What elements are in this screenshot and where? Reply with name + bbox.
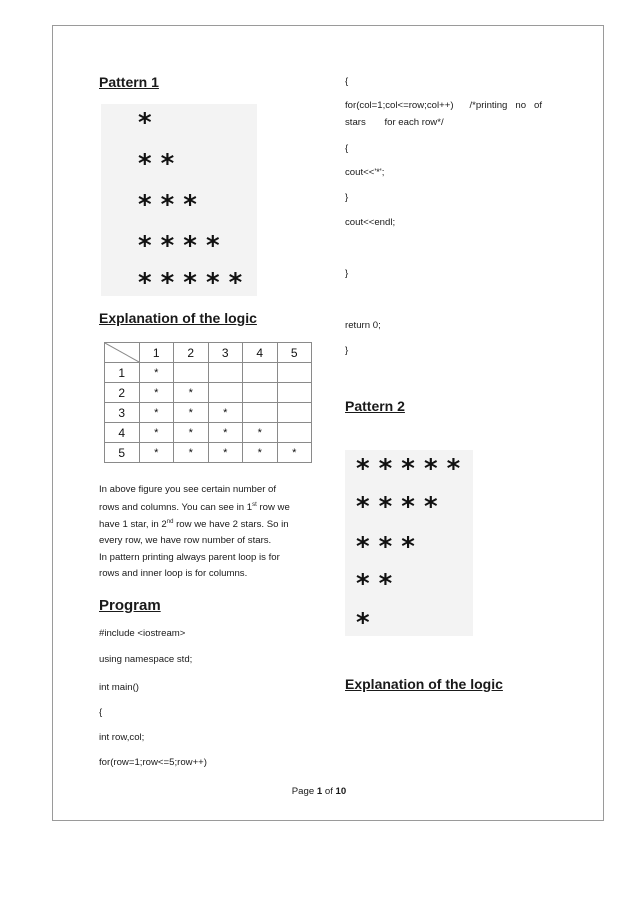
grid-row-header: 3 bbox=[105, 403, 140, 423]
grid-header-row bbox=[105, 343, 312, 363]
grid-cell: * bbox=[174, 443, 209, 463]
grid-cell bbox=[174, 363, 209, 383]
grid-cell bbox=[277, 363, 312, 383]
grid-cell bbox=[208, 363, 243, 383]
grid-corner-cell bbox=[105, 343, 140, 363]
explanation-title-right: Explanation of the logic bbox=[345, 676, 503, 692]
grid-cell: * bbox=[174, 423, 209, 443]
grid-cell: * bbox=[139, 403, 174, 423]
page-total: 10 bbox=[335, 786, 347, 797]
grid-cell: * bbox=[174, 383, 209, 403]
code-line: { bbox=[345, 143, 349, 154]
grid-row bbox=[105, 383, 312, 403]
grid-cell: * bbox=[208, 403, 243, 423]
grid-cell bbox=[277, 423, 312, 443]
explanation-title-left: Explanation of the logic bbox=[99, 310, 257, 326]
grid-col-header: 2 bbox=[174, 343, 209, 363]
code-line: } bbox=[345, 268, 349, 279]
code-line: } bbox=[345, 192, 349, 203]
pattern2-row: * * * * bbox=[356, 492, 438, 522]
grid-cell bbox=[243, 383, 278, 403]
para2-line: rows and inner loop is for columns. bbox=[99, 567, 248, 579]
code-line: int main() bbox=[99, 682, 139, 693]
code-line: return 0; bbox=[345, 320, 381, 331]
grid-row-header: 4 bbox=[105, 423, 140, 443]
code-line: using namespace std; bbox=[99, 654, 193, 665]
grid-cell: * bbox=[208, 423, 243, 443]
grid-row bbox=[105, 403, 312, 423]
grid-col-header: 3 bbox=[208, 343, 243, 363]
pattern2-image bbox=[345, 450, 473, 636]
grid-cell: * bbox=[243, 423, 278, 443]
pattern1-row: * * * * bbox=[138, 231, 220, 261]
code-line: { bbox=[345, 76, 349, 87]
pattern2-row: * * * bbox=[356, 532, 415, 562]
grid-cell: * bbox=[174, 403, 209, 423]
pattern2-title: Pattern 2 bbox=[345, 398, 405, 414]
grid-col-header: 1 bbox=[139, 343, 174, 363]
para1-line: In above figure you see certain number of bbox=[99, 484, 277, 495]
grid-corner-diagonal bbox=[105, 343, 139, 362]
code-line: for(col=1;col<=row;col++) /*printing no of bbox=[345, 100, 543, 111]
logic-grid bbox=[104, 342, 312, 466]
grid-cell: * bbox=[139, 423, 174, 443]
grid-cell bbox=[277, 383, 312, 403]
code-line: for(row=1;row<=5;row++) bbox=[99, 757, 207, 768]
grid-col-header: 4 bbox=[243, 343, 278, 363]
grid-row bbox=[105, 443, 312, 463]
para1-line: rows and columns. You can see in 1st row we bbox=[99, 501, 290, 513]
pattern1-image bbox=[101, 104, 257, 296]
pattern2-row: * * * * * bbox=[356, 454, 461, 484]
grid-row bbox=[105, 363, 312, 383]
page-current: 1 bbox=[316, 786, 323, 797]
code-line: stars for each row*/ bbox=[345, 117, 444, 128]
pattern1-row: * * bbox=[138, 149, 175, 179]
code-line: cout<<endl; bbox=[345, 217, 396, 228]
grid-row-header: 5 bbox=[105, 443, 140, 463]
para1-line: every row, we have row number of stars. bbox=[99, 534, 272, 546]
grid-cell: * bbox=[139, 383, 174, 403]
pattern1-row: * bbox=[138, 108, 152, 138]
code-line: int row,col; bbox=[99, 732, 145, 743]
logic-grid-table bbox=[104, 342, 312, 463]
grid-cell: * bbox=[139, 443, 174, 463]
grid-cell bbox=[243, 403, 278, 423]
code-line: #include <iostream> bbox=[99, 628, 186, 639]
pattern1-title: Pattern 1 bbox=[99, 74, 159, 90]
pattern2-row: * bbox=[356, 608, 370, 638]
grid-row-header: 1 bbox=[105, 363, 140, 383]
pattern2-row: * * bbox=[356, 569, 393, 599]
explanation-paragraph-2 bbox=[99, 550, 311, 581]
grid-col-header: 5 bbox=[277, 343, 312, 363]
code-line: cout<<'*'; bbox=[345, 167, 385, 178]
grid-cell: * bbox=[277, 443, 312, 463]
explanation-paragraph-1 bbox=[99, 482, 311, 548]
grid-row-header: 2 bbox=[105, 383, 140, 403]
pattern1-row: * * * * * bbox=[138, 268, 243, 298]
code-line: { bbox=[99, 707, 103, 718]
para1-line: have 1 star, in 2nd row we have 2 stars. So in bbox=[99, 519, 289, 531]
program-title: Program bbox=[99, 597, 161, 614]
grid-cell bbox=[277, 403, 312, 423]
grid-cell: * bbox=[243, 443, 278, 463]
grid-cell bbox=[208, 383, 243, 403]
grid-cell bbox=[243, 363, 278, 383]
grid-row bbox=[105, 423, 312, 443]
code-line: } bbox=[345, 345, 349, 356]
pattern1-row: * * * bbox=[138, 190, 197, 220]
para2-line: In pattern printing always parent loop is for bbox=[99, 552, 280, 563]
grid-cell: * bbox=[208, 443, 243, 463]
grid-cell: * bbox=[139, 363, 174, 383]
page-number: Page 1 of 10 bbox=[291, 786, 347, 797]
